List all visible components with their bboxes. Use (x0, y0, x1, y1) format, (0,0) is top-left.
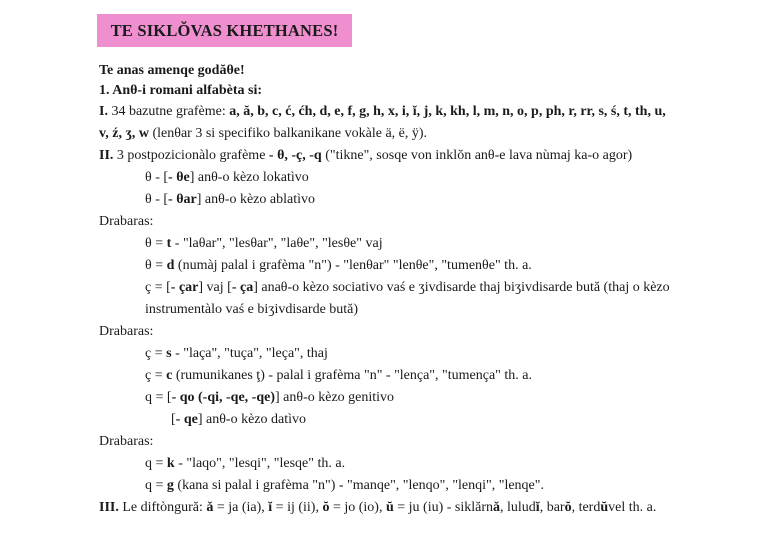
section-1-letters-2: v, ź, ʒ, w (99, 126, 149, 141)
letter: d (166, 258, 175, 273)
text-part: ] anθ-o kèzo ablatìvo (196, 192, 315, 207)
text-part: q = [ (145, 390, 172, 405)
example-s-line (145, 345, 328, 363)
section-1-line-1 (99, 103, 666, 121)
dative-line (171, 411, 306, 429)
text-part: ] anθ-o kèzo lokatìvo (189, 170, 309, 185)
text-part: ] anθ-o kèzo genitivo (275, 390, 395, 405)
example-t-line (145, 235, 383, 253)
text-part: q = (145, 478, 167, 493)
drabaras-label-3: Drabaras: (99, 434, 154, 449)
letter: k (166, 456, 175, 471)
text-part: ç = (145, 346, 167, 361)
example-c-line (145, 367, 532, 385)
text-part: = ja (ia), (213, 500, 269, 515)
text-part: (kana si palal i grafèma "n") - "manqe", "lenqo", "lenqi", "lenqe". (173, 478, 544, 493)
suffix: - çar (170, 280, 199, 295)
text-part: θ - [ (145, 192, 169, 207)
title-banner (97, 14, 352, 47)
letter: g (166, 478, 174, 493)
text-part: θ = (145, 236, 167, 251)
text-part: Le diftòngură: (118, 500, 207, 515)
text-part: (numàj palal i grafèma "n") - "lenθar" "lenθe", "tumenθe" th. a. (174, 258, 532, 273)
suffix: - θe (168, 170, 190, 185)
suffix: - ça (231, 280, 254, 295)
instrumental-line: instrumentàlo vaś e biʒivdisarde bută) (145, 302, 359, 317)
letter: t (166, 236, 172, 251)
diphthong: ĭ (535, 500, 540, 515)
section-3-number: III. (99, 500, 119, 515)
suffix: - θar (168, 192, 197, 207)
text-part: , lulud (500, 500, 536, 515)
text-part: ] vaj [ (198, 280, 232, 295)
diphthong: ŏ (322, 500, 330, 515)
section-1-number: I. (99, 104, 108, 119)
ablative-line (145, 191, 315, 209)
suffix: - qo (-qi, -qe, -qe) (171, 390, 275, 405)
example-k-line (145, 455, 345, 473)
text-part: θ - [ (145, 170, 169, 185)
text-part: (rumunikanes ţ) - palal i grafèma "n" - "lença", "tumença" th. a. (172, 368, 532, 383)
genitive-line (145, 389, 394, 407)
section-1-line-2 (99, 125, 427, 143)
section-2-letters: - θ, -ç, -q (268, 148, 322, 163)
section-2-text-a: 3 postpozicionàlo grafème (113, 148, 269, 163)
page-title: TE SIKLŎVAS KHETHANES! (110, 20, 339, 40)
letter: s (166, 346, 172, 361)
heading-alphabet: 1. Anθ-i romani alfabèta si: (99, 83, 262, 98)
suffix: - qe (175, 412, 198, 427)
text-part: , bar (539, 500, 565, 515)
example-g-line (145, 477, 544, 495)
section-1-letters: a, ă, b, c, ć, ćh, d, e, f, g, h, x, i, ĭ, j, k, kh, l, m, n, o, p, ph, r, rr, s, ś, t, th, u, (229, 104, 666, 119)
section-2-number: II. (99, 148, 114, 163)
diphthong: ĭ (268, 500, 273, 515)
text-part: ] anθ-o kèzo datìvo (197, 412, 307, 427)
text-part: ç = [ (145, 280, 171, 295)
text-part: ] anaθ-o kèzo sociativo vaś e ʒivdisarde thaj biʒivdisarde bută (thaj o kèzo (253, 280, 670, 295)
drabaras-label-2: Drabaras: (99, 324, 154, 339)
text-part: ç = (145, 368, 167, 383)
text-part: = jo (io), (329, 500, 386, 515)
diphthong: ŭ (385, 500, 394, 515)
section-2-text-b: ("tikne", sosqe von inklŏn anθ-e lava nùmaj ka-o agor) (321, 148, 633, 163)
text-part: vel th. a. (608, 500, 657, 515)
text-part: , terd (571, 500, 601, 515)
section-1-text-a: 34 bazutne grafème: (107, 104, 230, 119)
locative-line (145, 169, 309, 187)
diphthong: ǎ (493, 500, 501, 515)
diphthong: ŏ (564, 500, 572, 515)
text-part: q = (145, 456, 167, 471)
text-part: = ju (iu) - siklărn (393, 500, 494, 515)
text-part: - "laqo", "lesqi", "lesqe" th. a. (174, 456, 346, 471)
text-part: θ = (145, 258, 167, 273)
text-part: = ij (ii), (272, 500, 323, 515)
text-part: - "laθar", "lesθar", "laθe", "lesθe" vaj (171, 236, 383, 251)
section-3-line (99, 499, 656, 517)
section-1-text-b: (lenθar 3 si specifiko balkanikane vokàle ä, ë, ÿ). (148, 126, 428, 141)
example-d-line (145, 257, 532, 275)
sociative-line (145, 279, 670, 297)
diphthong: ǎ (206, 500, 214, 515)
letter: c (166, 368, 173, 383)
diphthong: ŭ (600, 500, 609, 515)
text-part: - "laça", "tuça", "leça", thaj (171, 346, 328, 361)
section-2-line (99, 147, 632, 165)
drabaras-label-1: Drabaras: (99, 214, 154, 229)
greeting: Te anas amenqe godăθe! (99, 63, 245, 78)
text-part: [ (171, 412, 176, 427)
